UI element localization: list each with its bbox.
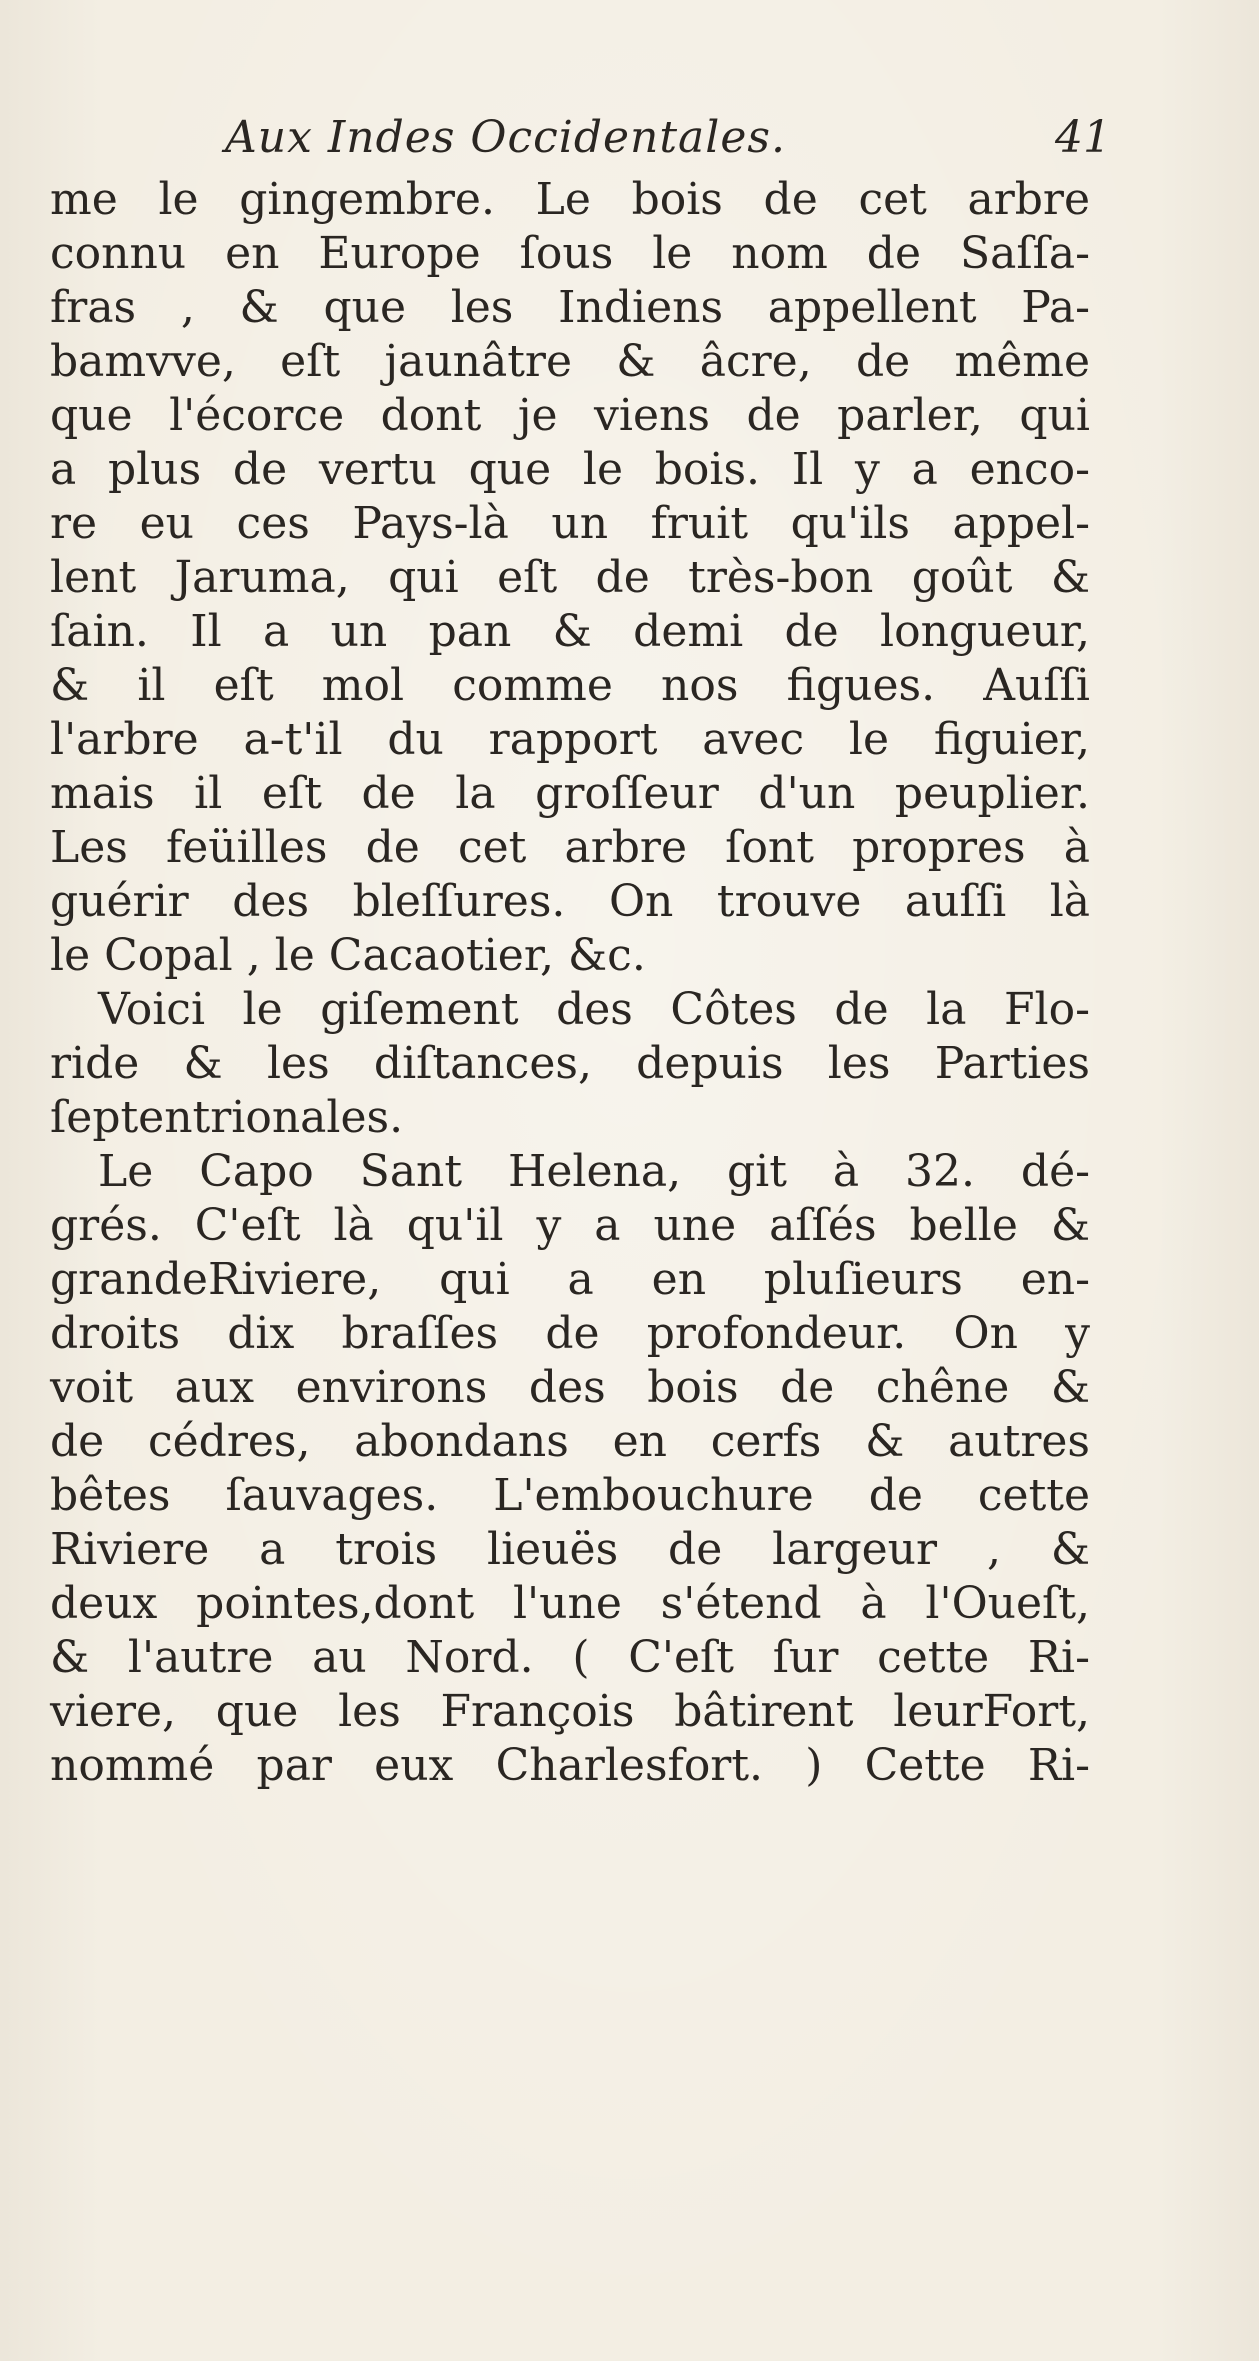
text-line: nommé par eux Charlesfort. ) Cette Ri- bbox=[50, 1740, 1090, 1791]
text-line: de cédres, abondans en cerfs & autres bbox=[50, 1416, 1090, 1467]
text-line: fras , & que les Indiens appellent Pa- bbox=[50, 282, 1090, 333]
text-line: voit aux environs des bois de chêne & bbox=[50, 1362, 1090, 1413]
text-line: le Copal , le Cacaotier, &c. bbox=[50, 930, 646, 981]
text-line: grés. C'eſt là qu'il y a une aſſés belle & bbox=[50, 1200, 1090, 1251]
running-title: Aux Indes Occidentales. bbox=[225, 112, 786, 163]
text-line: & l'autre au Nord. ( C'eſt ſur cette Ri- bbox=[50, 1632, 1090, 1683]
text-line: Voici le giſement des Côtes de la Flo- bbox=[98, 984, 1090, 1035]
text-line: grandeRiviere, qui a en pluſieurs en- bbox=[50, 1254, 1090, 1305]
text-line: me le gingembre. Le bois de cet arbre bbox=[50, 174, 1090, 225]
body-text bbox=[50, 173, 1090, 1793]
text-line: viere, que les François bâtirent leurFort, bbox=[50, 1686, 1090, 1737]
text-line: que l'écorce dont je viens de parler, qui bbox=[50, 390, 1090, 441]
text-line: guérir des bleſſures. On trouve auſſi là bbox=[50, 876, 1090, 927]
text-line: deux pointes,dont l'une s'étend à l'Oueſt, bbox=[50, 1578, 1090, 1629]
text-line: ſeptentrionales. bbox=[50, 1092, 404, 1143]
text-line: ſain. Il a un pan & demi de longueur, bbox=[50, 606, 1090, 657]
text-line: droits dix braſſes de profondeur. On y bbox=[50, 1308, 1090, 1359]
text-line: lent Jaruma, qui eſt de très-bon goût & bbox=[50, 552, 1090, 603]
text-line: ride & les diſtances, depuis les Parties bbox=[50, 1038, 1090, 1089]
text-line: a plus de vertu que le bois. Il y a enco- bbox=[50, 444, 1090, 495]
text-line: Riviere a trois lieuës de largeur , & bbox=[50, 1524, 1090, 1575]
page-number: 41 bbox=[1055, 112, 1111, 163]
text-line: bamvve, eſt jaunâtre & âcre, de même bbox=[50, 336, 1090, 387]
text-line: re eu ces Pays-là un fruit qu'ils appel- bbox=[50, 498, 1090, 549]
text-line: connu en Europe ſous le nom de Saſſa- bbox=[50, 228, 1090, 279]
text-line: bêtes ſauvages. L'embouchure de cette bbox=[50, 1470, 1090, 1521]
text-line: l'arbre a-t'il du rapport avec le figuier, bbox=[50, 714, 1090, 765]
running-head bbox=[0, 108, 1259, 168]
text-line: Les feüilles de cet arbre ſont propres à bbox=[50, 822, 1090, 873]
text-line: mais il eſt de la groſſeur d'un peuplier. bbox=[50, 768, 1090, 819]
text-line: Le Capo Sant Helena, git à 32. dé- bbox=[98, 1146, 1090, 1197]
text-line: & il eſt mol comme nos figues. Auſſi bbox=[50, 660, 1090, 711]
